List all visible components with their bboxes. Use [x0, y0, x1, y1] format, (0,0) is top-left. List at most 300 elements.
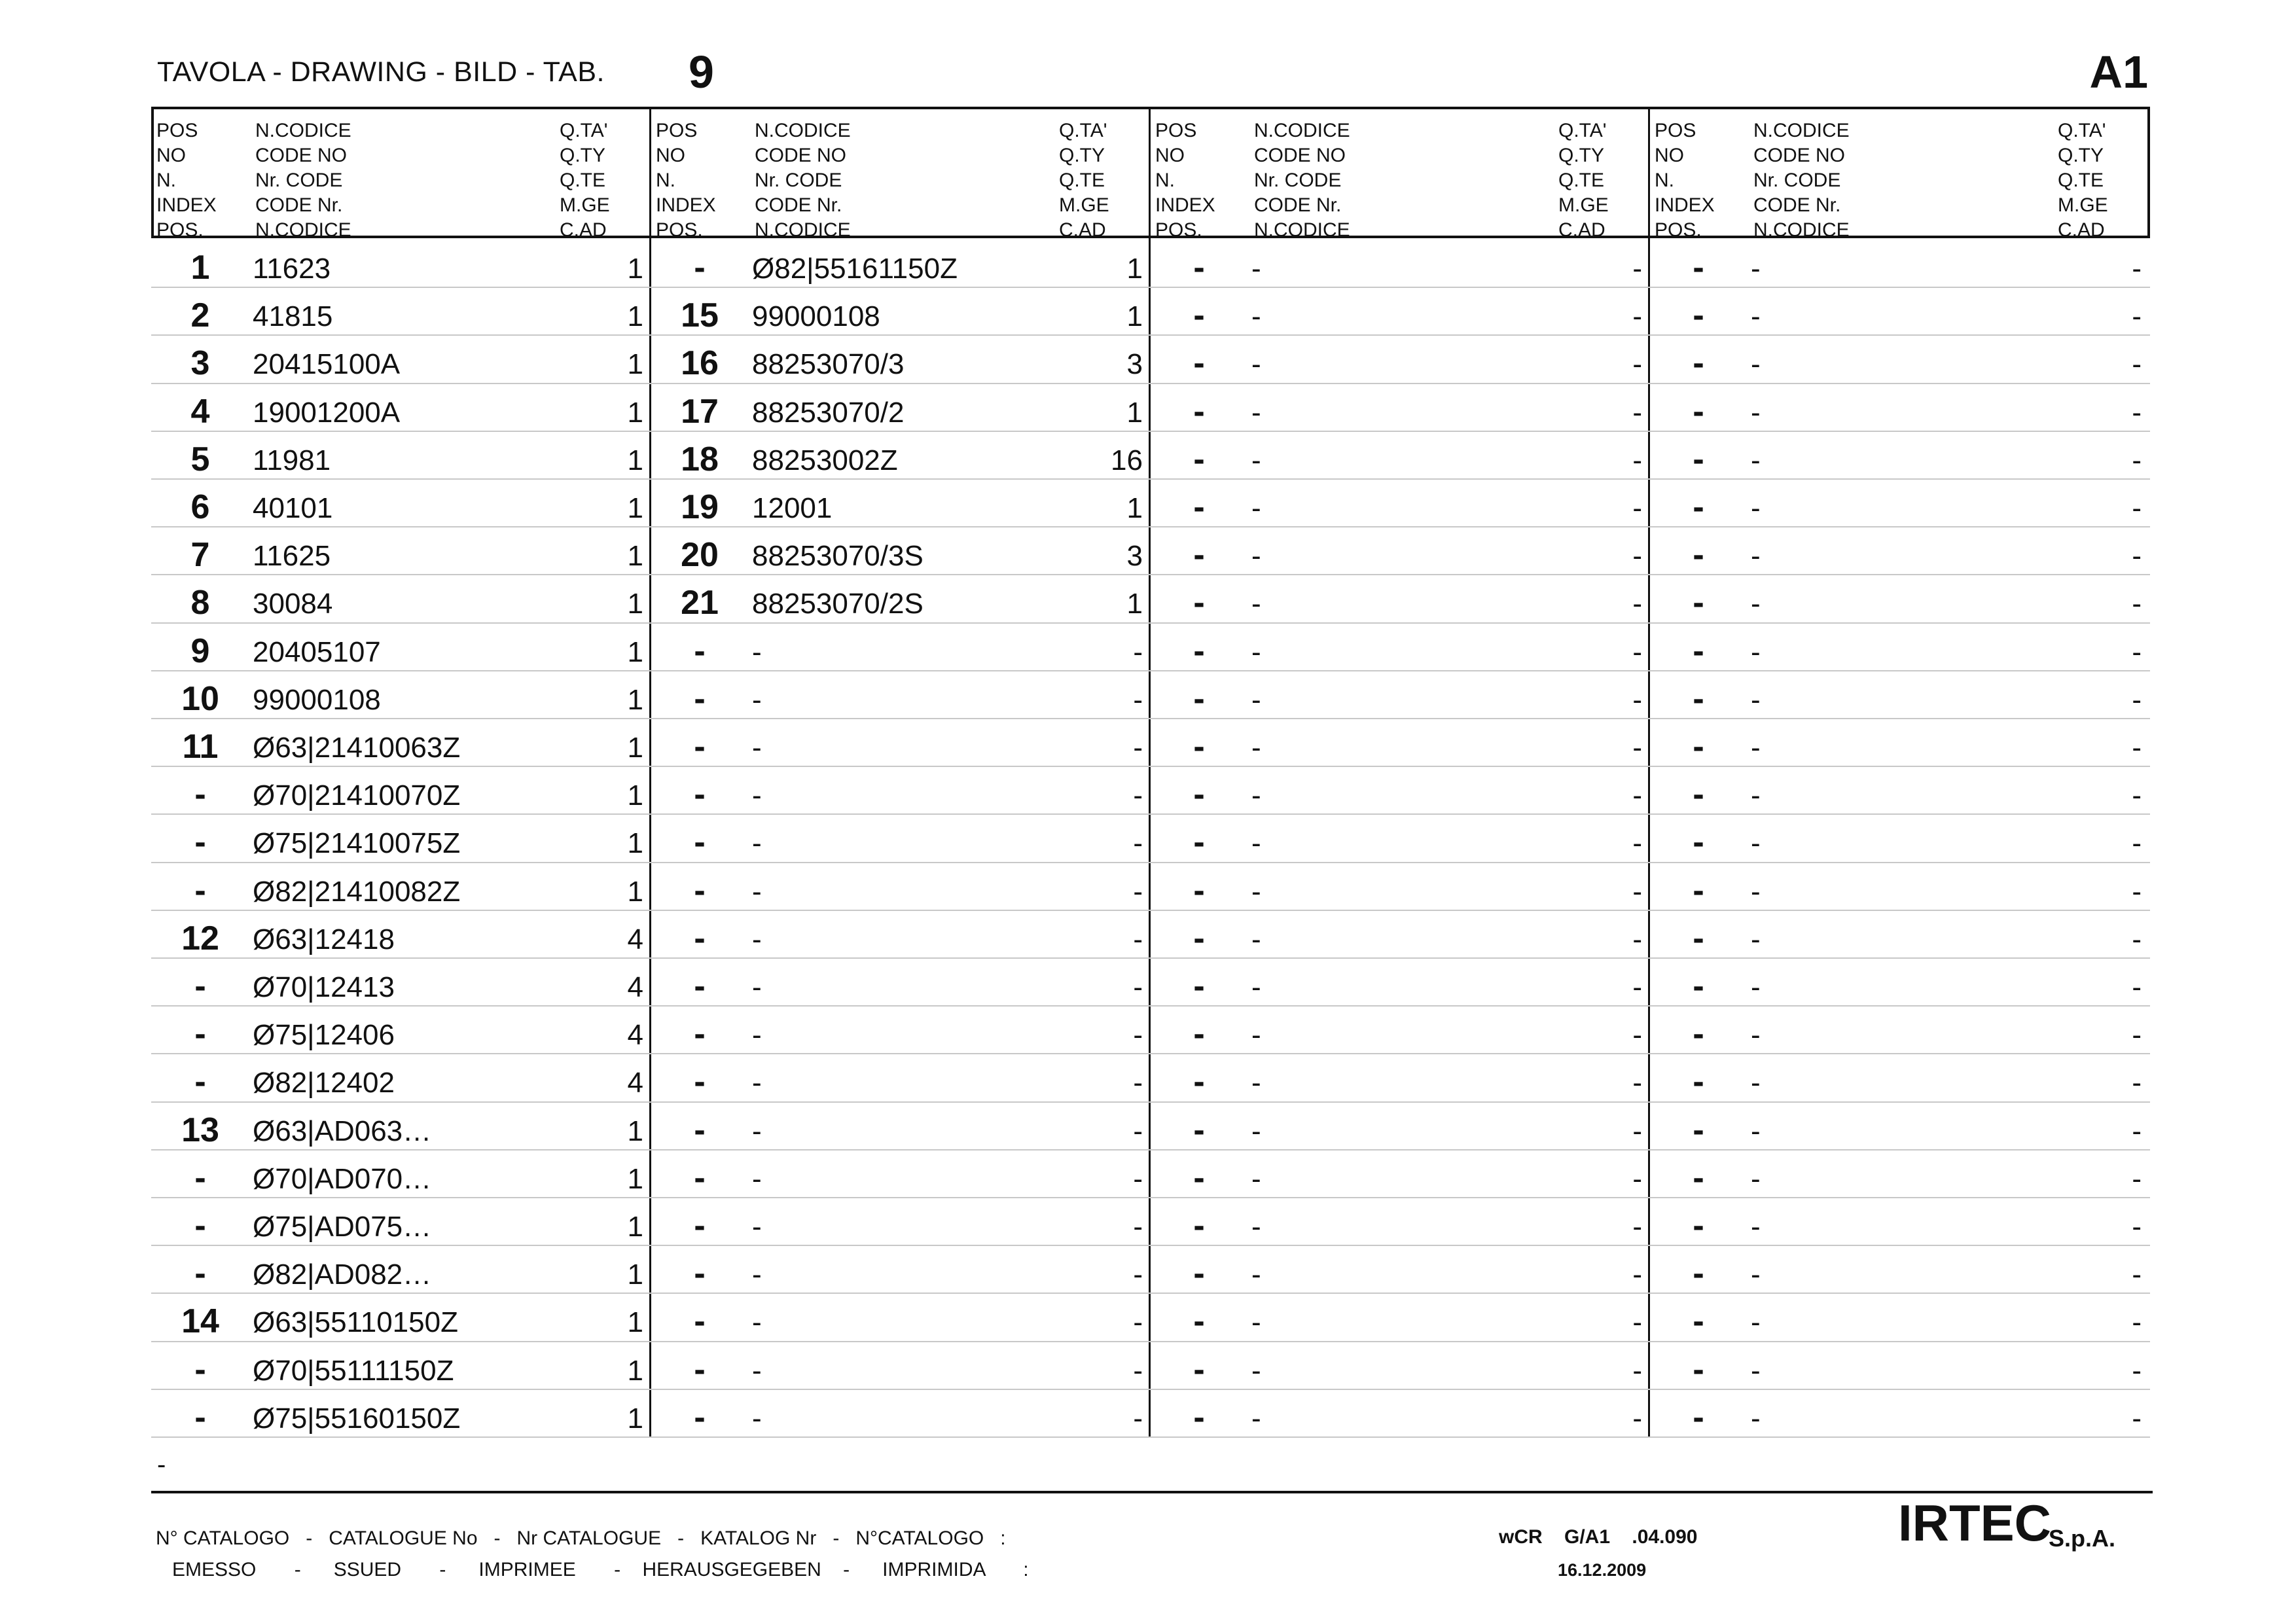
quantity: - [2132, 1162, 2142, 1195]
position-number: - [1193, 679, 1205, 718]
quantity: - [1632, 1402, 1642, 1435]
quantity: - [2132, 923, 2142, 955]
quantity: 1 [627, 444, 643, 476]
quantity: - [1133, 1402, 1143, 1435]
part-code: - [1751, 1258, 1761, 1291]
part-code: - [752, 875, 762, 908]
header-qty-label: M.GE [560, 194, 610, 216]
quantity: 1 [1126, 492, 1143, 524]
position-number: - [1693, 728, 1704, 766]
quantity: - [2132, 827, 2142, 860]
quantity: - [1133, 1115, 1143, 1147]
quantity: 1 [627, 779, 643, 812]
header-qty-label: Q.TE [560, 169, 606, 191]
position-number: - [1193, 536, 1205, 575]
position-number: - [1193, 632, 1205, 670]
part-code: - [1251, 1019, 1261, 1052]
position-number: 5 [190, 440, 210, 478]
quantity: - [2132, 588, 2142, 620]
header-pos-label: N. [656, 169, 675, 191]
quantity: - [1632, 300, 1642, 333]
quantity: - [1133, 1067, 1143, 1099]
part-code: - [752, 1211, 762, 1243]
part-code: 12001 [752, 492, 833, 524]
position-number: - [1193, 1015, 1205, 1054]
part-code: - [1251, 348, 1261, 381]
part-code: - [1751, 396, 1761, 429]
part-code: Ø70|55111150Z [253, 1354, 454, 1387]
header-pos-label: NO [156, 145, 186, 166]
header-qty-label: Q.TY [1558, 145, 1605, 166]
header-pos-label: N. [1655, 169, 1674, 191]
quantity: 1 [627, 492, 643, 524]
part-code: - [752, 827, 762, 860]
header-qty-label: Q.TY [560, 145, 606, 166]
quantity: 1 [627, 1115, 643, 1147]
quantity: - [1632, 1211, 1642, 1243]
position-number: - [694, 967, 706, 1005]
quantity: 1 [627, 1306, 643, 1339]
quantity: - [1632, 732, 1642, 764]
position-number: - [1193, 728, 1205, 766]
quantity: - [1133, 779, 1143, 812]
quantity: - [1632, 683, 1642, 716]
part-code: - [1751, 540, 1761, 573]
header-qty-label: Q.TA' [560, 120, 608, 141]
part-code: - [1251, 492, 1261, 524]
part-code: - [1751, 1354, 1761, 1387]
header-qty-label: Q.TE [2058, 169, 2104, 191]
part-code: - [752, 923, 762, 955]
quantity: 1 [627, 348, 643, 381]
part-code: - [752, 1115, 762, 1147]
quantity: - [2132, 253, 2142, 285]
quantity: 1 [627, 1402, 643, 1435]
header-qty-label: C.AD [560, 219, 607, 241]
part-code: Ø82|AD082… [253, 1258, 432, 1291]
quantity: 4 [627, 923, 643, 955]
quantity: - [2132, 1019, 2142, 1052]
part-code: - [1251, 253, 1261, 285]
header-pos-label: INDEX [1155, 194, 1215, 216]
quantity: - [1133, 1211, 1143, 1243]
part-code: Ø75|AD075… [253, 1211, 432, 1243]
part-code: - [1751, 492, 1761, 524]
quantity: - [1632, 588, 1642, 620]
position-number: - [1193, 249, 1205, 287]
header-pos-label: POS [156, 120, 198, 141]
header-qty-label: Q.TY [2058, 145, 2104, 166]
part-code: - [1751, 923, 1761, 955]
header-code-label: N.CODICE [1753, 219, 1850, 241]
part-code: - [1751, 300, 1761, 333]
quantity: - [1133, 1162, 1143, 1195]
part-code: Ø75|12406 [253, 1019, 395, 1052]
quantity: 1 [627, 732, 643, 764]
part-code: - [752, 1354, 762, 1387]
drawing-code: A1 [2089, 46, 2148, 98]
part-code: - [1251, 1306, 1261, 1339]
part-code: Ø70|AD070… [253, 1162, 432, 1195]
position-number: - [694, 919, 706, 957]
part-code: - [1251, 300, 1261, 333]
part-code: - [752, 1402, 762, 1435]
quantity: 1 [627, 300, 643, 333]
part-code: - [752, 1258, 762, 1291]
position-number: - [194, 967, 206, 1005]
quantity: 1 [627, 588, 643, 620]
position-number: 15 [681, 296, 719, 335]
position-number: - [1693, 249, 1704, 287]
position-number: - [194, 871, 206, 910]
header-pos-label: N. [1155, 169, 1175, 191]
part-code: 88253070/3S [752, 540, 924, 573]
part-code: - [1751, 444, 1761, 476]
quantity: 1 [627, 1354, 643, 1387]
quantity: - [2132, 492, 2142, 524]
header-qty-label: Q.TA' [2058, 120, 2106, 141]
footer-divider [151, 1491, 2153, 1493]
position-number: - [1693, 344, 1704, 383]
company-name: IRTEC [1898, 1494, 2051, 1552]
quantity: - [1632, 635, 1642, 668]
position-number: - [1693, 584, 1704, 622]
position-number: 8 [190, 584, 210, 622]
position-number: - [1693, 1207, 1704, 1245]
quantity: - [1632, 1162, 1642, 1195]
position-number: - [194, 1207, 206, 1245]
header-qty-label: M.GE [2058, 194, 2108, 216]
position-number: 13 [181, 1111, 219, 1149]
part-code: - [1251, 540, 1261, 573]
position-number: - [1193, 1111, 1205, 1149]
header-code-label: N.CODICE [1254, 120, 1350, 141]
part-code: - [1751, 1211, 1761, 1243]
position-number: 19 [681, 488, 719, 526]
position-number: - [1693, 1302, 1704, 1341]
quantity: - [1632, 875, 1642, 908]
quantity: - [2132, 683, 2142, 716]
part-code: 30084 [253, 588, 333, 620]
header-code-label: CODE NO [255, 145, 348, 166]
quantity: - [1632, 779, 1642, 812]
quantity: - [2132, 732, 2142, 764]
quantity: - [2132, 779, 2142, 812]
quantity: - [1632, 1354, 1642, 1387]
quantity: 1 [627, 1211, 643, 1243]
quantity: - [1632, 396, 1642, 429]
quantity: - [1632, 1115, 1642, 1147]
position-number: - [194, 1255, 206, 1293]
position-number: 3 [190, 344, 210, 383]
header-code-label: Nr. CODE [1254, 169, 1342, 191]
part-code: 99000108 [752, 300, 880, 333]
footnote: - [157, 1450, 166, 1479]
part-code: - [752, 971, 762, 1003]
issued-label: EMESSO - SSUED - IMPRIMEE - HERAUSGEGEBEN - IMPRIMIDA : [156, 1559, 1029, 1580]
part-code: - [1251, 1402, 1261, 1435]
quantity: 1 [627, 540, 643, 573]
quantity: - [2132, 971, 2142, 1003]
quantity: - [1133, 683, 1143, 716]
position-number: - [694, 871, 706, 910]
position-number: - [694, 1111, 706, 1149]
header-code-label: N.CODICE [1753, 120, 1850, 141]
part-code: - [1751, 971, 1761, 1003]
header-pos-label: NO [1155, 145, 1185, 166]
part-code: 20405107 [253, 635, 381, 668]
part-code: 88253070/2 [752, 396, 905, 429]
part-code: - [1751, 1115, 1761, 1147]
quantity: - [2132, 1306, 2142, 1339]
position-number: - [1693, 776, 1704, 814]
position-number: - [1193, 823, 1205, 862]
part-code: - [1251, 827, 1261, 860]
position-number: 7 [190, 536, 210, 575]
header-code-label: CODE Nr. [755, 194, 842, 216]
header-pos-label: POS. [656, 219, 703, 241]
header-qty-label: C.AD [1558, 219, 1605, 241]
position-number: - [1193, 488, 1205, 526]
position-number: - [1193, 296, 1205, 335]
header-pos-label: N. [156, 169, 176, 191]
part-code: 19001200A [253, 396, 401, 429]
position-number: 21 [681, 584, 719, 622]
position-number: - [1693, 1111, 1704, 1149]
part-code: - [1751, 348, 1761, 381]
part-code: - [1751, 1306, 1761, 1339]
part-code: 88253070/3 [752, 348, 905, 381]
position-number: - [194, 1158, 206, 1197]
quantity: - [1632, 492, 1642, 524]
quantity: - [2132, 540, 2142, 573]
header-qty-label: C.AD [1059, 219, 1106, 241]
quantity: 4 [627, 1067, 643, 1099]
part-code: - [1251, 1162, 1261, 1195]
header-qty-label: C.AD [2058, 219, 2105, 241]
position-number: 2 [190, 296, 210, 335]
position-number: 17 [681, 392, 719, 431]
quantity: - [2132, 1354, 2142, 1387]
part-code: - [752, 1067, 762, 1099]
part-code: 11981 [253, 444, 331, 476]
part-code: Ø82|12402 [253, 1067, 395, 1099]
quantity: 1 [627, 1258, 643, 1291]
position-number: - [194, 776, 206, 814]
part-code: - [1251, 971, 1261, 1003]
part-code: Ø63|12418 [253, 923, 395, 955]
table-header [151, 107, 2150, 241]
part-code: - [1751, 1402, 1761, 1435]
position-number: - [1193, 1350, 1205, 1389]
quantity: - [1632, 827, 1642, 860]
parts-table [151, 107, 2153, 1442]
position-number: 9 [190, 632, 210, 670]
position-number: - [1693, 536, 1704, 575]
part-code: 99000108 [253, 683, 381, 716]
quantity: 1 [627, 635, 643, 668]
position-number: - [1193, 584, 1205, 622]
part-code: Ø63|AD063… [253, 1115, 432, 1147]
position-number: 11 [182, 728, 219, 766]
header-code-label: CODE Nr. [1753, 194, 1841, 216]
part-code: - [1251, 875, 1261, 908]
position-number: 18 [681, 440, 719, 478]
quantity: - [1632, 444, 1642, 476]
part-code: - [1751, 827, 1761, 860]
quantity: - [1632, 348, 1642, 381]
part-code: 11623 [253, 253, 331, 285]
part-code: 40101 [253, 492, 333, 524]
table-number: 9 [689, 46, 714, 98]
quantity: - [1632, 1258, 1642, 1291]
part-code: Ø70|21410070Z [253, 779, 461, 812]
header-pos-label: INDEX [656, 194, 716, 216]
position-number: - [694, 1158, 706, 1197]
quantity: - [2132, 1211, 2142, 1243]
position-number: 10 [181, 679, 219, 718]
position-number: - [1193, 871, 1205, 910]
page-title-left: TAVOLA - DRAWING - BILD - TAB. [157, 56, 605, 88]
position-number: - [694, 1255, 706, 1293]
quantity: - [1133, 1306, 1143, 1339]
quantity: 1 [627, 683, 643, 716]
quantity: - [1632, 1067, 1642, 1099]
part-code: - [752, 779, 762, 812]
position-number: - [1193, 967, 1205, 1005]
part-code: Ø70|12413 [253, 971, 395, 1003]
part-code: 88253070/2S [752, 588, 924, 620]
header-code-label: Nr. CODE [755, 169, 842, 191]
position-number: - [694, 1302, 706, 1341]
company-suffix: S.p.A. [2049, 1525, 2116, 1552]
part-code: 41815 [253, 300, 333, 333]
position-number: - [1193, 1255, 1205, 1293]
position-number: - [1193, 1398, 1205, 1436]
part-code: - [1751, 683, 1761, 716]
position-number: - [694, 1398, 706, 1436]
position-number: - [194, 1398, 206, 1436]
position-number: - [1693, 296, 1704, 335]
header-code-label: N.CODICE [755, 219, 851, 241]
position-number: - [1693, 679, 1704, 718]
part-code: - [1251, 444, 1261, 476]
position-number: - [1693, 440, 1704, 478]
part-code: - [1251, 1354, 1261, 1387]
quantity: - [2132, 1115, 2142, 1147]
position-number: - [194, 1350, 206, 1389]
quantity: 1 [627, 875, 643, 908]
part-code: - [1251, 635, 1261, 668]
position-number: 1 [190, 249, 210, 287]
header-code-label: N.CODICE [755, 120, 851, 141]
header-qty-label: Q.TA' [1558, 120, 1607, 141]
quantity: - [1133, 635, 1143, 668]
quantity: 1 [1126, 300, 1143, 333]
quantity: 4 [627, 971, 643, 1003]
header-pos-label: POS [656, 120, 698, 141]
quantity: 3 [1126, 348, 1143, 381]
quantity: 1 [627, 827, 643, 860]
quantity: - [1133, 1019, 1143, 1052]
position-number: - [1193, 440, 1205, 478]
position-number: - [1193, 392, 1205, 431]
part-code: Ø82|55161150Z [752, 253, 958, 285]
quantity: 1 [1126, 588, 1143, 620]
quantity: - [2132, 348, 2142, 381]
part-code: - [1251, 1211, 1261, 1243]
position-number: 4 [190, 392, 210, 431]
position-number: - [1693, 919, 1704, 957]
part-code: 20415100A [253, 348, 401, 381]
position-number: - [194, 1015, 206, 1054]
position-number: - [1693, 823, 1704, 862]
header-qty-label: Q.TE [1059, 169, 1105, 191]
position-number: - [1693, 392, 1704, 431]
quantity: 1 [1126, 396, 1143, 429]
part-code: - [1751, 1019, 1761, 1052]
position-number: - [694, 249, 706, 287]
part-code: Ø82|21410082Z [253, 875, 461, 908]
part-code: - [1251, 588, 1261, 620]
quantity: 16 [1111, 444, 1143, 476]
header-pos-label: POS [1655, 120, 1696, 141]
position-number: - [1693, 1255, 1704, 1293]
part-code: Ø63|55110150Z [253, 1306, 458, 1339]
part-code: Ø75|21410075Z [253, 827, 461, 860]
part-code: - [752, 732, 762, 764]
part-code: - [1251, 1115, 1261, 1147]
quantity: - [1632, 923, 1642, 955]
quantity: 3 [1126, 540, 1143, 573]
position-number: - [694, 1063, 706, 1101]
header-pos-label: INDEX [1655, 194, 1715, 216]
quantity: - [1133, 1258, 1143, 1291]
position-number: - [1193, 1158, 1205, 1197]
quantity: - [1632, 253, 1642, 285]
position-number: - [1693, 1398, 1704, 1436]
header-code-label: CODE NO [1254, 145, 1346, 166]
header-pos-label: POS [1155, 120, 1197, 141]
part-code: - [1251, 1067, 1261, 1099]
header-code-label: CODE Nr. [1254, 194, 1342, 216]
quantity: - [2132, 396, 2142, 429]
position-number: - [1693, 1350, 1704, 1389]
header-code-label: N.CODICE [1254, 219, 1350, 241]
header-code-label: CODE Nr. [255, 194, 343, 216]
position-number: 16 [681, 344, 719, 383]
header-code-label: Nr. CODE [255, 169, 343, 191]
catalog-code: wCR G/A1 .04.090 [1499, 1526, 1698, 1548]
part-code: - [752, 1019, 762, 1052]
part-code: - [1251, 1258, 1261, 1291]
position-number: - [1193, 1302, 1205, 1341]
quantity: - [2132, 1067, 2142, 1099]
position-number: - [1693, 488, 1704, 526]
header-code-label: N.CODICE [255, 120, 351, 141]
part-code: Ø75|55160150Z [253, 1402, 461, 1435]
position-number: - [1193, 344, 1205, 383]
header-qty-label: M.GE [1558, 194, 1609, 216]
header-code-label: CODE NO [755, 145, 847, 166]
position-number: - [1693, 1063, 1704, 1101]
part-code: - [1751, 1067, 1761, 1099]
position-number: - [694, 679, 706, 718]
position-number: - [194, 823, 206, 862]
quantity: - [1133, 1354, 1143, 1387]
position-number: 14 [181, 1302, 219, 1341]
quantity: 1 [627, 253, 643, 285]
